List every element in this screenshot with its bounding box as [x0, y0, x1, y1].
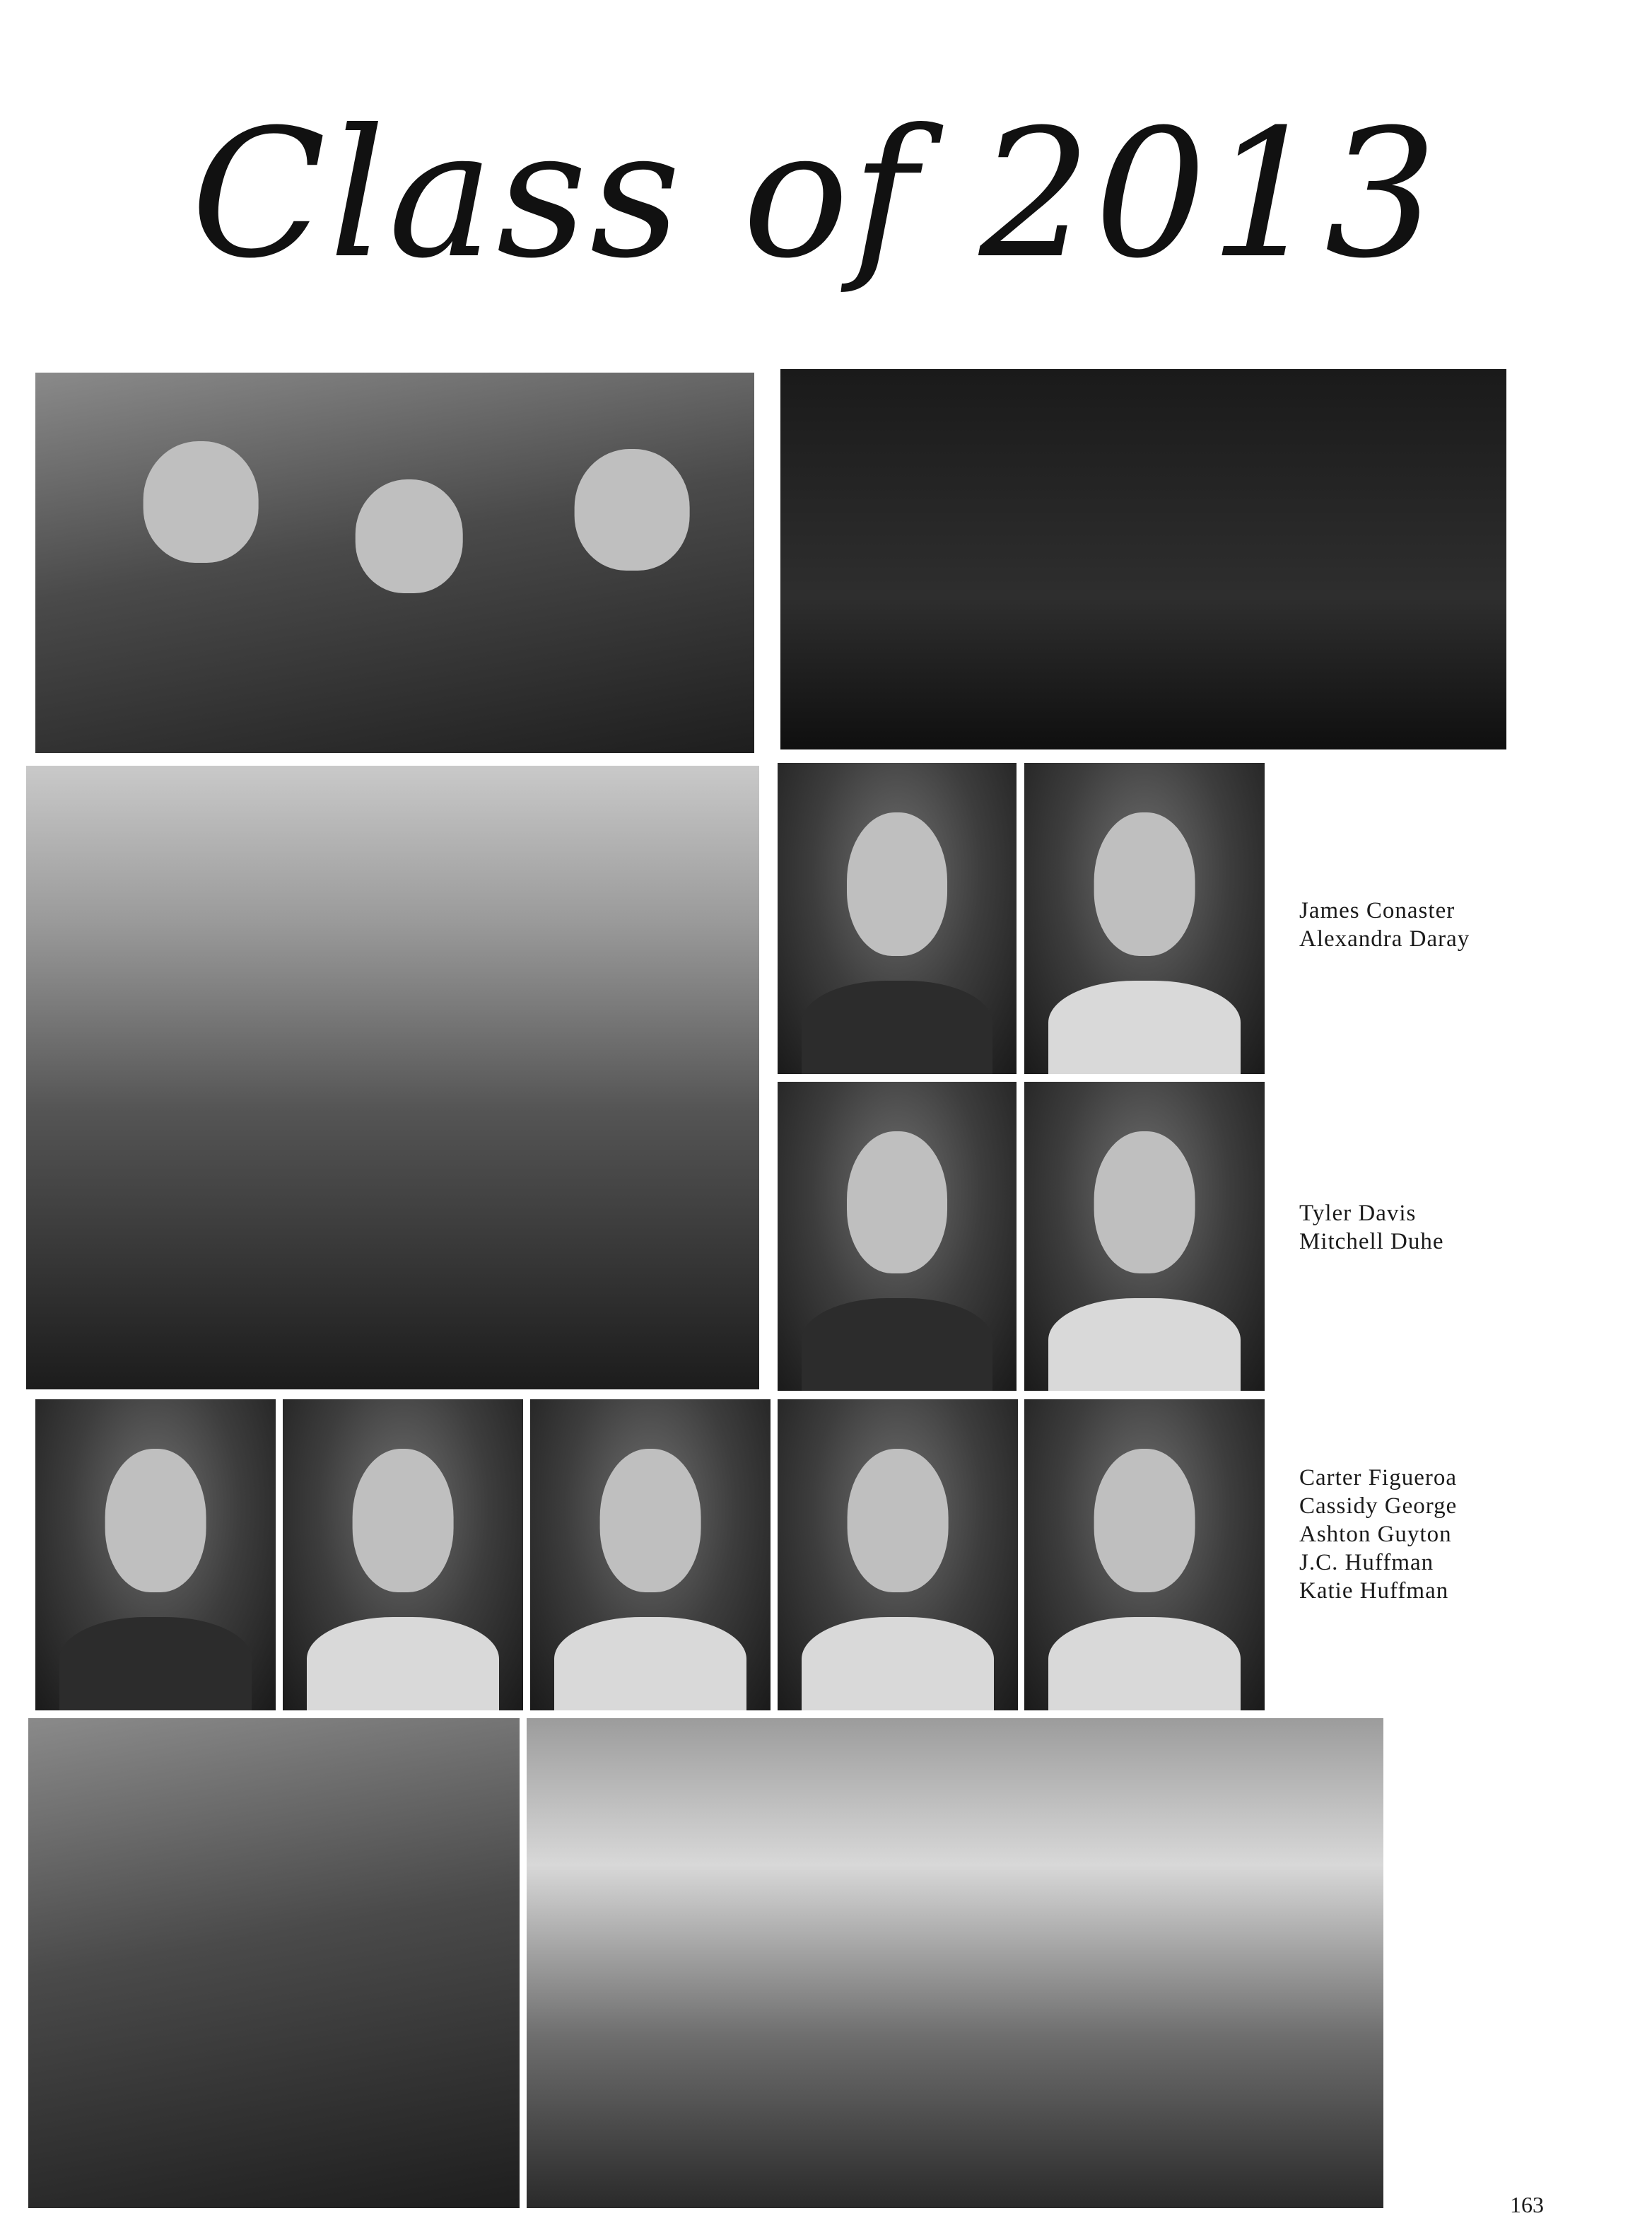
names-group-2	[1299, 1199, 1444, 1256]
student-name: Mitchell Duhe	[1299, 1229, 1444, 1254]
portrait-james-conaster	[778, 763, 1017, 1074]
student-name: Carter Figueroa	[1299, 1465, 1458, 1490]
student-name: Ashton Guyton	[1299, 1522, 1452, 1547]
student-name: Katie Huffman	[1299, 1578, 1449, 1604]
names-group-1	[1299, 897, 1470, 953]
portrait-tyler-davis	[778, 1082, 1017, 1391]
page-title: Class of 2013	[191, 91, 1441, 297]
portrait-ashton-guyton	[530, 1399, 771, 1710]
candid-photo-outdoor-group	[26, 766, 759, 1389]
names-group-3	[1299, 1464, 1457, 1605]
student-name: Tyler Davis	[1299, 1201, 1417, 1226]
portrait-carter-figueroa	[35, 1399, 276, 1710]
candid-photo-gym-crowd	[780, 369, 1506, 749]
portrait-alexandra-daray	[1024, 763, 1265, 1074]
candid-photo-chef-hats-classroom	[527, 1718, 1383, 2208]
candid-photo-kids-sitting	[28, 1718, 520, 2208]
portrait-jc-huffman	[778, 1399, 1018, 1710]
student-name: James Conaster	[1299, 898, 1455, 923]
portrait-mitchell-duhe	[1024, 1082, 1265, 1391]
student-name: J.C. Huffman	[1299, 1550, 1434, 1575]
portrait-cassidy-george	[283, 1399, 523, 1710]
student-name: Alexandra Daray	[1299, 926, 1470, 952]
student-name: Cassidy George	[1299, 1493, 1458, 1519]
portrait-katie-huffman	[1024, 1399, 1265, 1710]
page-number: 163	[1510, 2192, 1544, 2217]
candid-photo-boys-group	[35, 373, 754, 753]
